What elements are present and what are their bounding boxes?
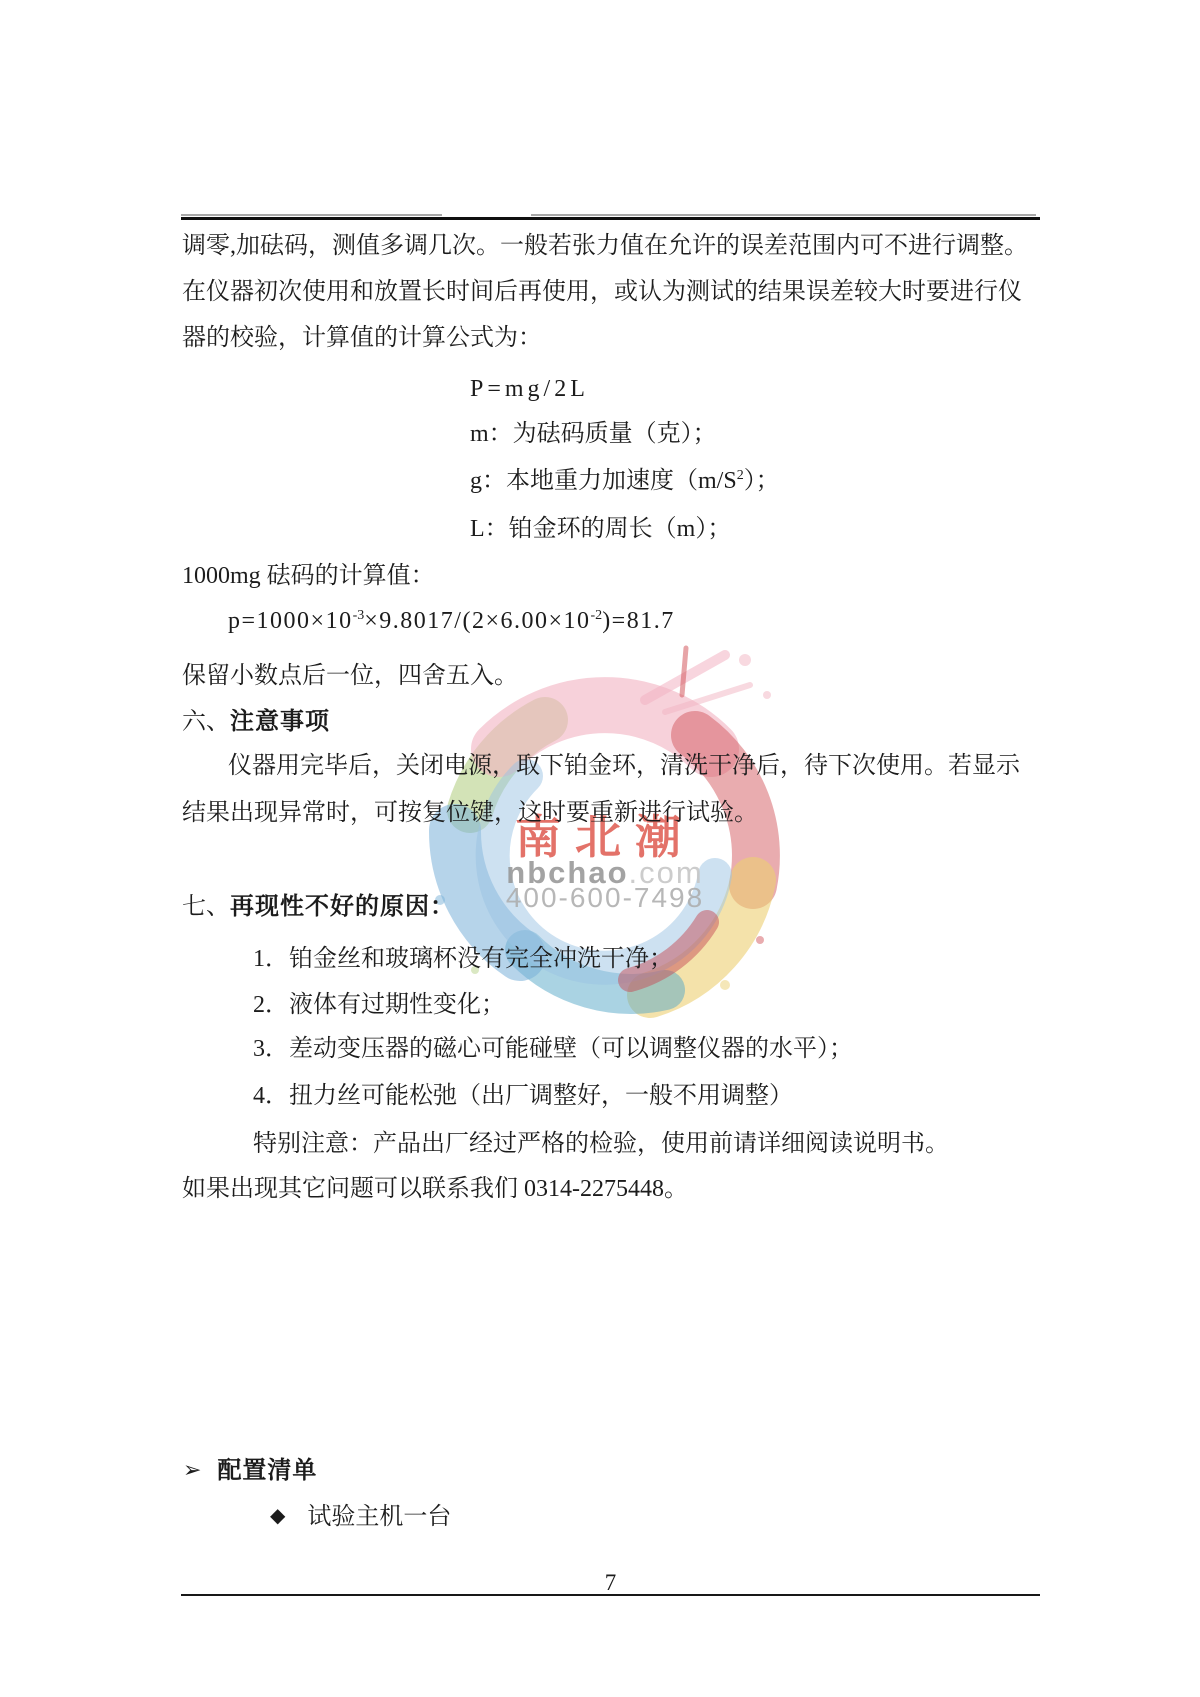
formula-main: P=mg/2L — [470, 376, 589, 402]
splash-drip-red — [682, 648, 686, 695]
config-list-title: 配置清单 — [217, 1457, 318, 1484]
formula-g-definition — [470, 466, 780, 500]
splash-dot — [720, 980, 730, 990]
formula-g-post: ）； — [743, 468, 780, 494]
watermark-domain-main: nbchao — [506, 855, 629, 890]
intro-line-1: 调零,加砝码，测值多调几次。一般若张力值在允许的误差范围内可不进行调整。 — [182, 233, 1028, 259]
arrow-bullet-icon: ➢ — [183, 1457, 202, 1482]
splash-dot — [763, 691, 771, 699]
reason-item-4: 4．扭力丝可能松弛（出厂调整好，一般不用调整） — [253, 1083, 793, 1109]
page-number: 7 — [604, 1570, 617, 1595]
formula-g-pre: g：本地重力加速度（m/S — [470, 468, 737, 494]
reason-item-1: 1．铂金丝和玻璃杯没有完全冲洗干净； — [253, 946, 673, 972]
formula-m-definition: m：为砝码质量（克）； — [470, 421, 717, 447]
diamond-bullet-icon: ◆ — [270, 1505, 286, 1527]
superscript: -3 — [352, 608, 365, 623]
section-7-heading — [182, 892, 455, 922]
header-rule-gray-right — [531, 214, 1036, 216]
header-rule-gray-left — [181, 214, 442, 216]
config-item — [270, 1502, 451, 1533]
watermark-brand: 南北潮 — [515, 812, 695, 863]
config-item-label: 试验主机一台 — [307, 1504, 452, 1530]
calc-expression — [228, 606, 675, 640]
splash-dot — [756, 936, 764, 944]
special-note: 特别注意：产品出厂经过严格的检验，使用前请详细阅读说明书。 — [253, 1131, 949, 1157]
splash-dot — [739, 654, 751, 666]
reason-item-3: 3．差动变压器的磁心可能碰壁（可以调整仪器的水平）； — [253, 1036, 853, 1062]
calc-value-label: 1000mg 砝码的计算值： — [182, 563, 435, 589]
section-6-title: 注意事项 — [230, 708, 330, 735]
section-6-heading — [182, 707, 330, 737]
section-6-line-2: 结果出现异常时，可按复位键，这时要重新进行试验。 — [182, 800, 758, 826]
intro-line-2: 在仪器初次使用和放置长时间后再使用，或认为测试的结果误差较大时要进行仪 — [182, 279, 1022, 305]
config-list-heading — [183, 1456, 317, 1486]
calc-seg-2: ×9.8017/(2×6.00×10 — [364, 608, 591, 634]
superscript: 2 — [736, 468, 744, 483]
reason-item-2: 2．液体有过期性变化； — [253, 992, 505, 1018]
calc-seg-3: )=81.7 — [602, 608, 675, 634]
section-6-line-1: 仪器用完毕后，关闭电源，取下铂金环，清洗干净后，待下次使用。若显示 — [228, 753, 1020, 779]
contact-line: 如果出现其它问题可以联系我们 0314-2275448。 — [182, 1176, 688, 1202]
section-6-number: 六、 — [182, 709, 230, 735]
section-7-title: 再现性不好的原因： — [230, 893, 455, 920]
header-rule-main — [181, 217, 1040, 220]
watermark — [395, 640, 815, 1040]
rounding-note: 保留小数点后一位，四舍五入。 — [182, 663, 518, 689]
superscript: -2 — [590, 608, 603, 623]
watermark-phone: 400-600-7498 — [505, 882, 705, 913]
calc-seg-1: p=1000×10 — [228, 608, 353, 634]
intro-line-3: 器的校验，计算值的计算公式为： — [182, 325, 542, 351]
watermark-domain-suffix: .com — [628, 855, 704, 890]
formula-l-definition: L：铂金环的周长（m）； — [470, 516, 732, 542]
section-7-number: 七、 — [182, 894, 230, 920]
